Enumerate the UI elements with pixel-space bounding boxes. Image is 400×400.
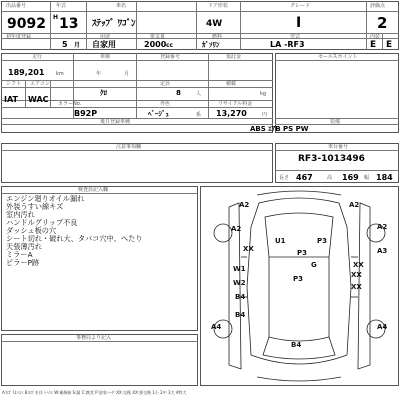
car-outline	[201, 187, 398, 385]
mileage-label: 走行	[32, 54, 43, 60]
report-label: 検査員記入欄	[78, 187, 109, 193]
seats: 8	[176, 89, 181, 97]
fuel-type: ｶﾞｿﾘﾝ	[202, 41, 220, 49]
color-unit: 系	[196, 112, 202, 118]
weight-label: 積載	[226, 81, 237, 87]
report-line: ミラーA	[6, 250, 33, 259]
use: 自家用	[92, 40, 116, 49]
year-unit: 年	[96, 71, 102, 77]
damage-mark: XX	[243, 245, 254, 253]
grade-label: グレード	[290, 3, 311, 9]
damage-mark: U1	[275, 237, 286, 245]
shift-label: シフト	[6, 81, 22, 87]
displacement-label: 排気量	[150, 34, 166, 40]
doors-label: ドア形状	[208, 3, 228, 9]
ac-type: WAC	[28, 95, 49, 104]
notes-label: 注意事項欄	[116, 144, 142, 150]
model-label: 型式	[290, 34, 301, 40]
damage-mark: XX	[351, 271, 362, 279]
color-no-label: カラーNo.	[58, 101, 82, 107]
selling-point-label: セールスポイント	[318, 54, 358, 60]
model-year: 13	[59, 16, 79, 32]
exterior-score: E	[386, 40, 393, 50]
height-label: 高	[327, 175, 333, 181]
lot-no-label: 出品番号	[6, 3, 27, 9]
report-line: 天張薄汚れ	[6, 242, 42, 251]
width: 184	[376, 173, 393, 182]
car-diagram	[200, 186, 399, 386]
width-label: 幅	[364, 175, 370, 181]
fuel-label: 燃料	[212, 34, 223, 40]
km-unit: km	[56, 71, 64, 77]
first-reg-label: 初年度登録	[6, 34, 32, 40]
displacement-unit: cc	[166, 42, 174, 49]
kg-unit: kg	[260, 91, 267, 97]
displacement: 2000	[144, 40, 167, 49]
shift-type: IAT	[4, 95, 19, 104]
length-label: 長さ	[279, 175, 290, 181]
lot-number: 9092	[7, 16, 46, 32]
car-name-label: 車名	[116, 3, 127, 9]
report-line: 外装うすい線キズ	[6, 202, 64, 211]
month-unit: 月	[74, 42, 81, 49]
month: 5	[62, 40, 68, 49]
report-line: 室内汚れ	[6, 210, 35, 219]
model-code: LA -RF3	[270, 40, 305, 49]
damage-mark: A2	[377, 223, 388, 231]
auction-score: 2	[377, 14, 388, 32]
door-type: 4W	[206, 19, 223, 29]
person-unit: 人	[196, 91, 202, 97]
damage-mark: W1	[233, 265, 246, 273]
report-line: エンジン廻りオイル漏れ	[6, 194, 85, 203]
damage-mark: G	[311, 261, 317, 269]
inspection-label: 車検	[100, 54, 111, 60]
recycle-deposit-label: 預託金	[226, 54, 242, 60]
details-block	[1, 53, 273, 133]
damage-mark: XX	[353, 261, 364, 269]
damage-mark: P3	[317, 237, 328, 245]
recycle-fee: 13,270	[216, 109, 247, 118]
legend-footer: A:ｷｽﾞ U:ﾍｺﾐ B:ｷｽﾞを伴うﾍｺﾐ W:補修跡 S:錆 C:腐食 P:塗装ハゲ XX:交換 XX:要交換 1小 2中 3大 4特大	[2, 390, 187, 395]
yen-unit: 円	[262, 112, 268, 118]
damage-mark: P3	[297, 249, 308, 257]
damage-mark: A4	[211, 323, 222, 331]
recycle-label: リサイクル料金	[218, 101, 253, 107]
report-line: ピラーP跡	[6, 258, 40, 267]
color-name: ﾍﾞｰｼﾞｭ	[148, 110, 169, 118]
month-unit-2: 月	[124, 71, 130, 77]
reg-no-label: 登録番号	[160, 54, 181, 60]
damage-mark: A3	[377, 247, 388, 255]
damage-mark: B4	[235, 311, 246, 319]
damage-mark: B4	[235, 293, 246, 301]
mileage: 189,201	[8, 68, 45, 77]
score-label: 評価点	[370, 3, 386, 9]
damage-mark: W2	[233, 279, 246, 287]
report-line: ハンドルグリップ不良	[6, 218, 78, 227]
seats-label: 定員	[160, 81, 171, 87]
damage-mark: P3	[293, 275, 304, 283]
interior-color: ｸﾛ	[100, 89, 107, 97]
frame-number: RF3-1013496	[298, 154, 365, 164]
damage-mark: B4	[291, 341, 302, 349]
frame-label: 車台番号	[328, 144, 349, 150]
equipment-label: 装備	[330, 119, 341, 125]
report-line: ダッシュ板の穴	[6, 226, 57, 235]
length: 467	[296, 173, 313, 182]
year-label: 年式	[56, 3, 67, 9]
grade: I	[296, 15, 302, 31]
height: 169	[342, 173, 359, 182]
equipment: ABS ｴｱB PS PW	[250, 125, 309, 133]
damage-mark: A4	[377, 323, 388, 331]
color-number: B92P	[74, 109, 98, 118]
damage-mark: A2	[349, 201, 360, 209]
color-name-label: 外色	[160, 101, 171, 107]
era: H	[53, 14, 59, 21]
office-label: 事務局より記入	[76, 335, 112, 341]
later-reg-label: 後日登録車種	[100, 119, 131, 125]
damage-mark: A2	[231, 225, 242, 233]
interior-score: E	[370, 40, 377, 50]
ac-label: エアコン	[30, 81, 50, 87]
interior-label: 内装	[370, 34, 381, 40]
use-label: 用途	[100, 34, 111, 40]
damage-mark: XX	[351, 283, 362, 291]
car-name: ｽﾃｯﾌﾟ ﾜｺﾞﾝ	[92, 19, 136, 29]
damage-mark: A2	[239, 201, 250, 209]
report-line: シート切れ・破れ大、タバコ穴中、へたり	[6, 234, 143, 243]
